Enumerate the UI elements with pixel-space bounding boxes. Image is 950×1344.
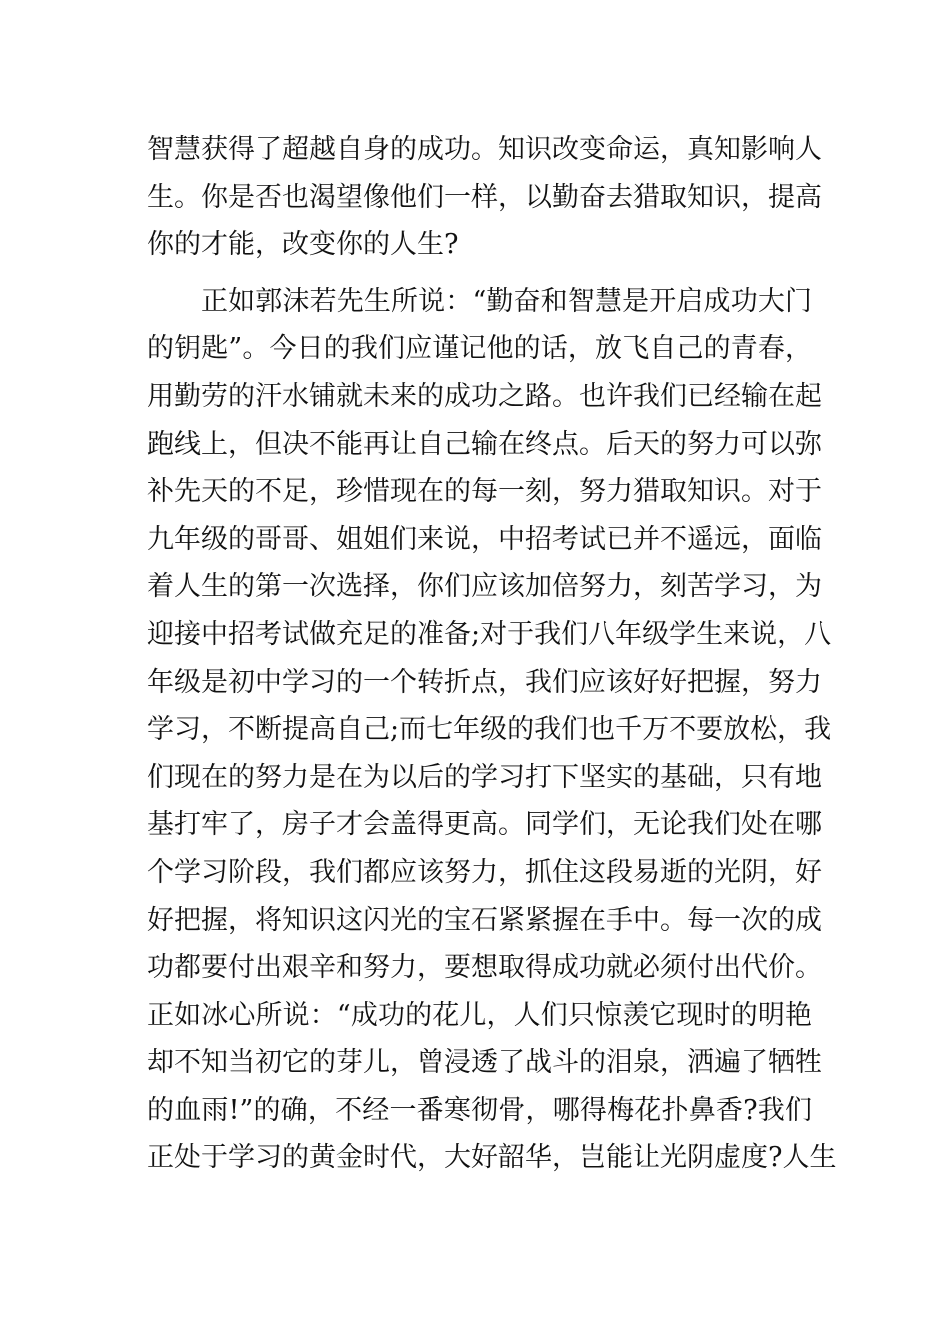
text-line: 补先天的不足，珍惜现在的每一刻，努力猎取知识。对于 (147, 476, 822, 508)
document-body (147, 126, 837, 1182)
paragraph-1 (147, 126, 822, 269)
text-line: 却不知当初它的芽儿，曾浸透了战斗的泪泉，洒遍了牺牲 (147, 1047, 822, 1079)
text-line: 们现在的努力是在为以后的学习打下坚实的基础，只有地 (147, 761, 822, 793)
text-line: 正如冰心所说：“成功的花儿，人们只惊羡它现时的明艳 (147, 999, 812, 1031)
text-line: 跑线上，但决不能再让自己输在终点。后天的努力可以弥 (147, 428, 822, 460)
text-line: 生。你是否也渴望像他们一样，以勤奋去猎取知识，提高 (147, 181, 822, 213)
text-line: 用勤劳的汗水铺就未来的成功之路。也许我们已经输在起 (147, 380, 822, 412)
text-line: 年级是初中学习的一个转折点，我们应该好好把握，努力 (147, 666, 822, 698)
text-line: 你的才能，改变你的人生? (147, 229, 459, 261)
text-line: 正如郭沫若先生所说：“勤奋和智慧是开启成功大门 (201, 285, 812, 317)
text-line: 学习，不断提高自己;而七年级的我们也千万不要放松，我 (147, 714, 832, 746)
text-line: 正处于学习的黄金时代，大好韶华，岂能让光阴虚度?人生 (147, 1142, 837, 1174)
text-line: 智慧获得了超越自身的成功。知识改变命运，真知影响人 (147, 134, 822, 165)
text-line: 九年级的哥哥、姐姐们来说，中招考试已并不遥远，面临 (147, 523, 822, 555)
text-line: 个学习阶段，我们都应该努力，抓住这段易逝的光阴，好 (147, 856, 822, 888)
paragraph-2 (147, 278, 837, 1182)
text-line: 功都要付出艰辛和努力，要想取得成功就必须付出代价。 (147, 952, 822, 984)
text-line: 好把握，将知识这闪光的宝石紧紧握在手中。每一次的成 (147, 904, 822, 936)
text-line: 基打牢了，房子才会盖得更高。同学们，无论我们处在哪 (147, 809, 822, 841)
text-line: 着人生的第一次选择，你们应该加倍努力，刻苦学习，为 (147, 571, 822, 603)
text-line: 的钥匙”。今日的我们应谨记他的话，放飞自己的青春， (147, 333, 812, 365)
paragraph-gap (147, 269, 812, 278)
text-line: 迎接中招考试做充足的准备;对于我们八年级学生来说，八 (147, 618, 832, 650)
text-line: 的血雨!”的确，不经一番寒彻骨，哪得梅花扑鼻香?我们 (147, 1094, 812, 1126)
